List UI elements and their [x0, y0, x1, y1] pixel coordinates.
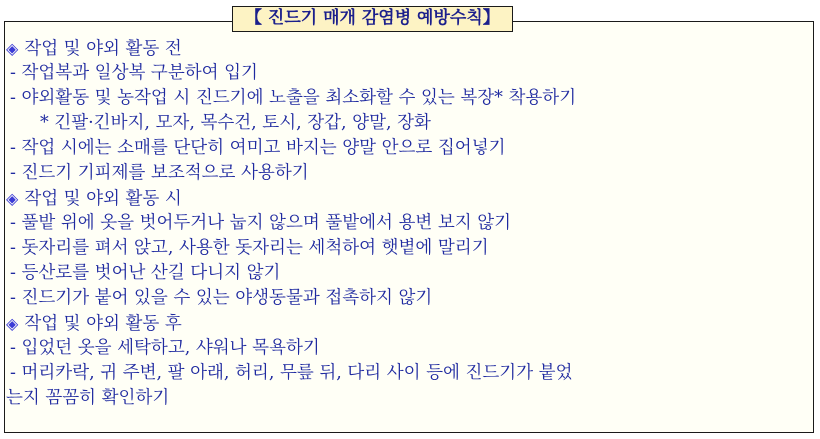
list-item: - 야외활동 및 농작업 시 진드기에 노출을 최소화할 수 있는 복장* 착용하기 — [10, 88, 577, 108]
section-heading — [6, 36, 814, 61]
list-item: - 진드기가 붙어 있을 수 있는 야생동물과 접촉하지 않기 — [10, 288, 433, 308]
notice-content — [6, 36, 814, 411]
list-item: - 작업복과 일상복 구분하여 입기 — [10, 63, 258, 83]
list-item: - 풀밭 위에 옷을 벗어두거나 눕지 않으며 풀밭에서 용변 보지 않기 — [10, 213, 512, 233]
diamond-bullet-icon: ◈ — [6, 39, 19, 58]
list-item: - 입었던 옷을 세탁하고, 샤워나 목욕하기 — [10, 338, 320, 358]
section-heading-text: 작업 및 야외 활동 전 — [24, 39, 182, 59]
list-item-continuation: 는지 꼼꼼히 확인하기 — [6, 388, 170, 408]
diamond-bullet-icon: ◈ — [6, 314, 19, 333]
list-item: - 돗자리를 펴서 앉고, 사용한 돗자리는 세척하여 햇볕에 말리기 — [10, 238, 489, 258]
section-heading-text: 작업 및 야외 활동 시 — [24, 189, 182, 209]
list-item: - 등산로를 벗어난 산길 다니지 않기 — [10, 263, 281, 283]
list-item: - 작업 시에는 소매를 단단히 여미고 바지는 양말 안으로 집어넣기 — [10, 138, 506, 158]
section-heading — [6, 311, 814, 336]
section-heading-text: 작업 및 야외 활동 후 — [24, 314, 182, 334]
list-item: - 머리카락, 귀 주변, 팔 아래, 허리, 무릎 뒤, 다리 사이 등에 진드기가 붙었 — [10, 363, 573, 383]
diamond-bullet-icon: ◈ — [6, 189, 19, 208]
list-item: - 진드기 기피제를 보조적으로 사용하기 — [10, 163, 309, 183]
page-title: 【 진드기 매개 감염병 예방수칙】 — [232, 6, 513, 32]
section-heading — [6, 186, 814, 211]
list-item-note: * 긴팔·긴바지, 모자, 목수건, 토시, 장갑, 양말, 장화 — [40, 113, 431, 133]
